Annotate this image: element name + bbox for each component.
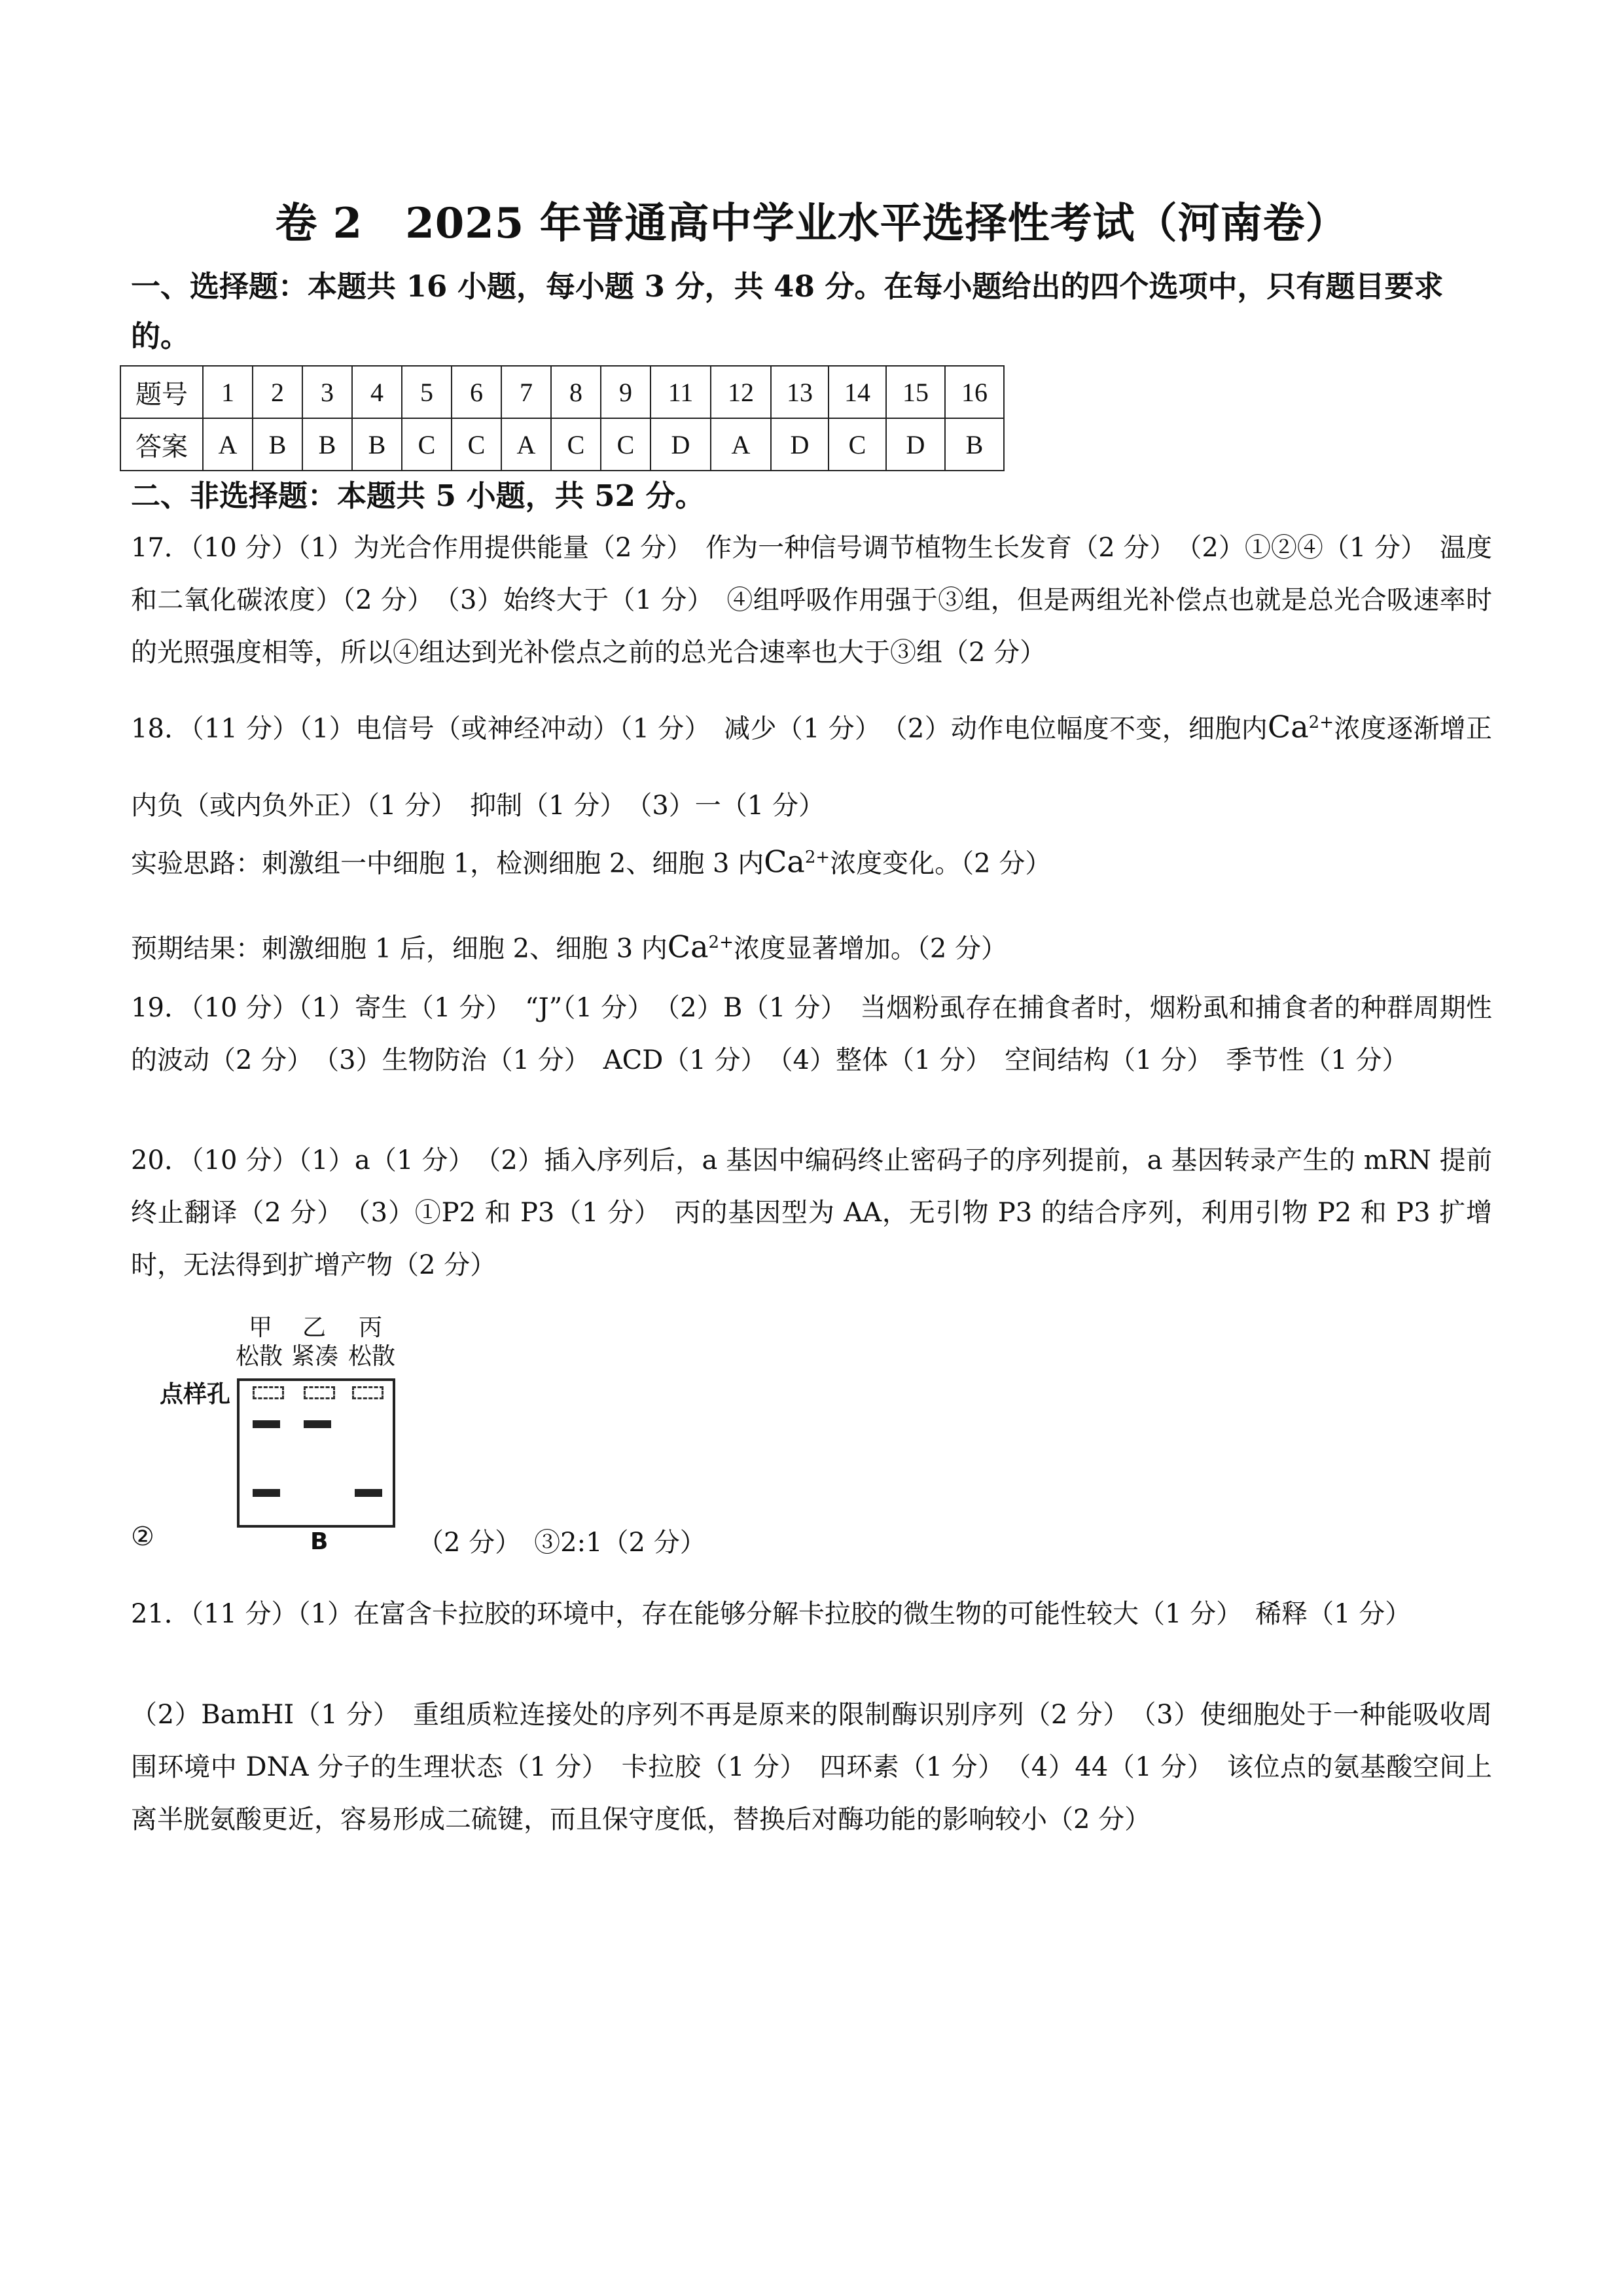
question-cell: 7	[501, 366, 551, 418]
section1-heading: 一、选择题：本题共 16 小题，每小题 3 分，共 48 分。在每小题给出的四个选项中，只有题目要求的。	[131, 269, 1444, 353]
question-cell: 9	[601, 366, 651, 418]
answer-row	[120, 418, 1004, 471]
answer-cell: B	[302, 418, 352, 471]
lane-bing-label: 丙	[359, 1314, 383, 1341]
answer-18	[131, 684, 1492, 844]
answer-18-part2: 浓度逐渐增正内负（或内负外正）（1 分） 抑制（1 分） （3）一（1 分）	[131, 713, 1492, 821]
expected-result-part2: 浓度显著增加。（2 分）	[733, 933, 1008, 964]
question-number-row	[120, 366, 1004, 418]
experiment-idea-part1: 实验思路：刺激组一中细胞 1，检测细胞 2、细胞 3 内	[131, 848, 764, 879]
well-bing	[352, 1386, 383, 1399]
band-jia-lower	[253, 1489, 280, 1497]
expected-result	[131, 916, 1492, 975]
question-cell: 3	[302, 366, 352, 418]
calcium-symbol: Ca	[667, 929, 709, 965]
answer-cell: D	[651, 418, 711, 471]
lane-yi-label: 乙	[302, 1314, 327, 1341]
lane-bing-state: 松散	[348, 1343, 396, 1370]
calcium-symbol: Ca	[764, 844, 805, 880]
answer-cell: A	[501, 418, 551, 471]
question-cell: 4	[352, 366, 402, 418]
calcium-symbol: Ca	[1268, 709, 1309, 745]
question-cell: 5	[402, 366, 452, 418]
answer-cell: D	[771, 418, 829, 471]
question-cell: 13	[771, 366, 829, 418]
experiment-idea	[131, 831, 1492, 889]
answer-cell: B	[945, 418, 1004, 471]
answer-cell: C	[452, 418, 501, 471]
question-cell: 14	[829, 366, 886, 418]
answer-table	[120, 365, 1005, 471]
question-cell: 16	[945, 366, 1004, 418]
well-jia	[253, 1386, 284, 1399]
answer-cell: B	[352, 418, 402, 471]
lane-jia-label: 甲	[249, 1314, 273, 1341]
well-yi	[304, 1386, 335, 1399]
calcium-charge: 2+	[708, 933, 734, 952]
answer-21-continued: （2）BamHI（1 分） 重组质粒连接处的序列不再是原来的限制酶识别序列（2 分） （3）使细胞处于一种能吸收周围环境中 DNA 分子的生理状态（1 分） 卡拉胶（1 分） 四环素（1 分） （4）44（1 分） 该位点的氨基酸空间上离半胱氨酸更近，容易形成二硫键，而且保守度低，替换后对酶功能的影响较小（2 分）	[131, 1700, 1492, 1835]
answer-cell: A	[711, 418, 771, 471]
gel-electrophoresis-figure	[131, 1309, 785, 1571]
question-cell: 1	[203, 366, 253, 418]
calcium-charge: 2+	[804, 848, 830, 867]
answer-21: 21．（11 分）（1）在富含卡拉胶的环境中，存在能够分解卡拉胶的微生物的可能性较大（1 分） 稀释（1 分）	[131, 1599, 1412, 1629]
row-header-answer: 答案	[120, 418, 203, 471]
answer-18-part1: 18．（11 分）（1）电信号（或神经冲动）（1 分） 减少（1 分） （2）动作电位幅度不变，细胞内	[131, 713, 1268, 744]
question-cell: 6	[452, 366, 501, 418]
band-yi-upper	[304, 1420, 331, 1428]
band-jia-upper	[253, 1420, 280, 1428]
answer-cell: C	[829, 418, 886, 471]
answer-cell: C	[551, 418, 601, 471]
section2-heading: 二、非选择题：本题共 5 小题，共 52 分。	[131, 478, 705, 513]
well-label: 点样孔	[160, 1381, 231, 1408]
row-header-question: 题号	[120, 366, 203, 418]
expected-result-part1: 预期结果：刺激细胞 1 后，细胞 2、细胞 3 内	[131, 933, 668, 964]
answer-cell: D	[886, 418, 945, 471]
answer-19: 19．（10 分）（1）寄生（1 分） “J”（1 分） （2）B（1 分） 当烟粉虱存在捕食者时，烟粉虱和捕食者的种群周期性的波动（2 分） （3）生物防治（1 分） ACD（1 分） （4）整体（1 分） 空间结构（1 分） 季节性（1 分）	[131, 993, 1492, 1075]
calcium-charge: 2+	[1308, 713, 1334, 732]
gel-frame	[237, 1378, 395, 1528]
figure-label: B	[310, 1528, 329, 1555]
lane-yi-state: 紧凑	[291, 1343, 339, 1370]
answer-20-score: （2 分） ③2:1（2 分）	[418, 1528, 706, 1558]
page-title: 卷 2 2025 年普通高中学业水平选择性考试（河南卷）	[275, 199, 1348, 248]
question-cell: 12	[711, 366, 771, 418]
band-bing-lower	[355, 1489, 382, 1497]
answer-cell: B	[253, 418, 302, 471]
question-cell: 15	[886, 366, 945, 418]
answer-20: 20．（10 分）（1）a（1 分） （2）插入序列后，a 基因中编码终止密码子的序列提前，a 基因转录产生的 mRN 提前终止翻译（2 分） （3）①P2 和 P3（1 分） 丙的基因型为 AA，无引物 P3 的结合序列，利用引物 P2 和 P3 扩增时，无法得到扩增产物（2 分）	[131, 1145, 1492, 1280]
lane-jia-state: 松散	[236, 1343, 283, 1370]
answer-cell: C	[402, 418, 452, 471]
question-cell: 11	[651, 366, 711, 418]
question-cell: 2	[253, 366, 302, 418]
answer-cell: C	[601, 418, 651, 471]
answer-cell: A	[203, 418, 253, 471]
question-cell: 8	[551, 366, 601, 418]
answer-17: 17．（10 分）（1）为光合作用提供能量（2 分） 作为一种信号调节植物生长发育（2 分） （2）①②④（1 分） 温度和二氧化碳浓度）（2 分） （3）始终大于（1 分） ④组呼吸作用强于③组，但是两组光补偿点也就是总光合吸速率时的光照强度相等，所以④组达到光补偿点之前的总光合速率也大于③组（2 分）	[131, 533, 1492, 668]
experiment-idea-part2: 浓度变化。（2 分）	[830, 848, 1052, 879]
answer-20-part2-marker: ②	[131, 1522, 154, 1552]
